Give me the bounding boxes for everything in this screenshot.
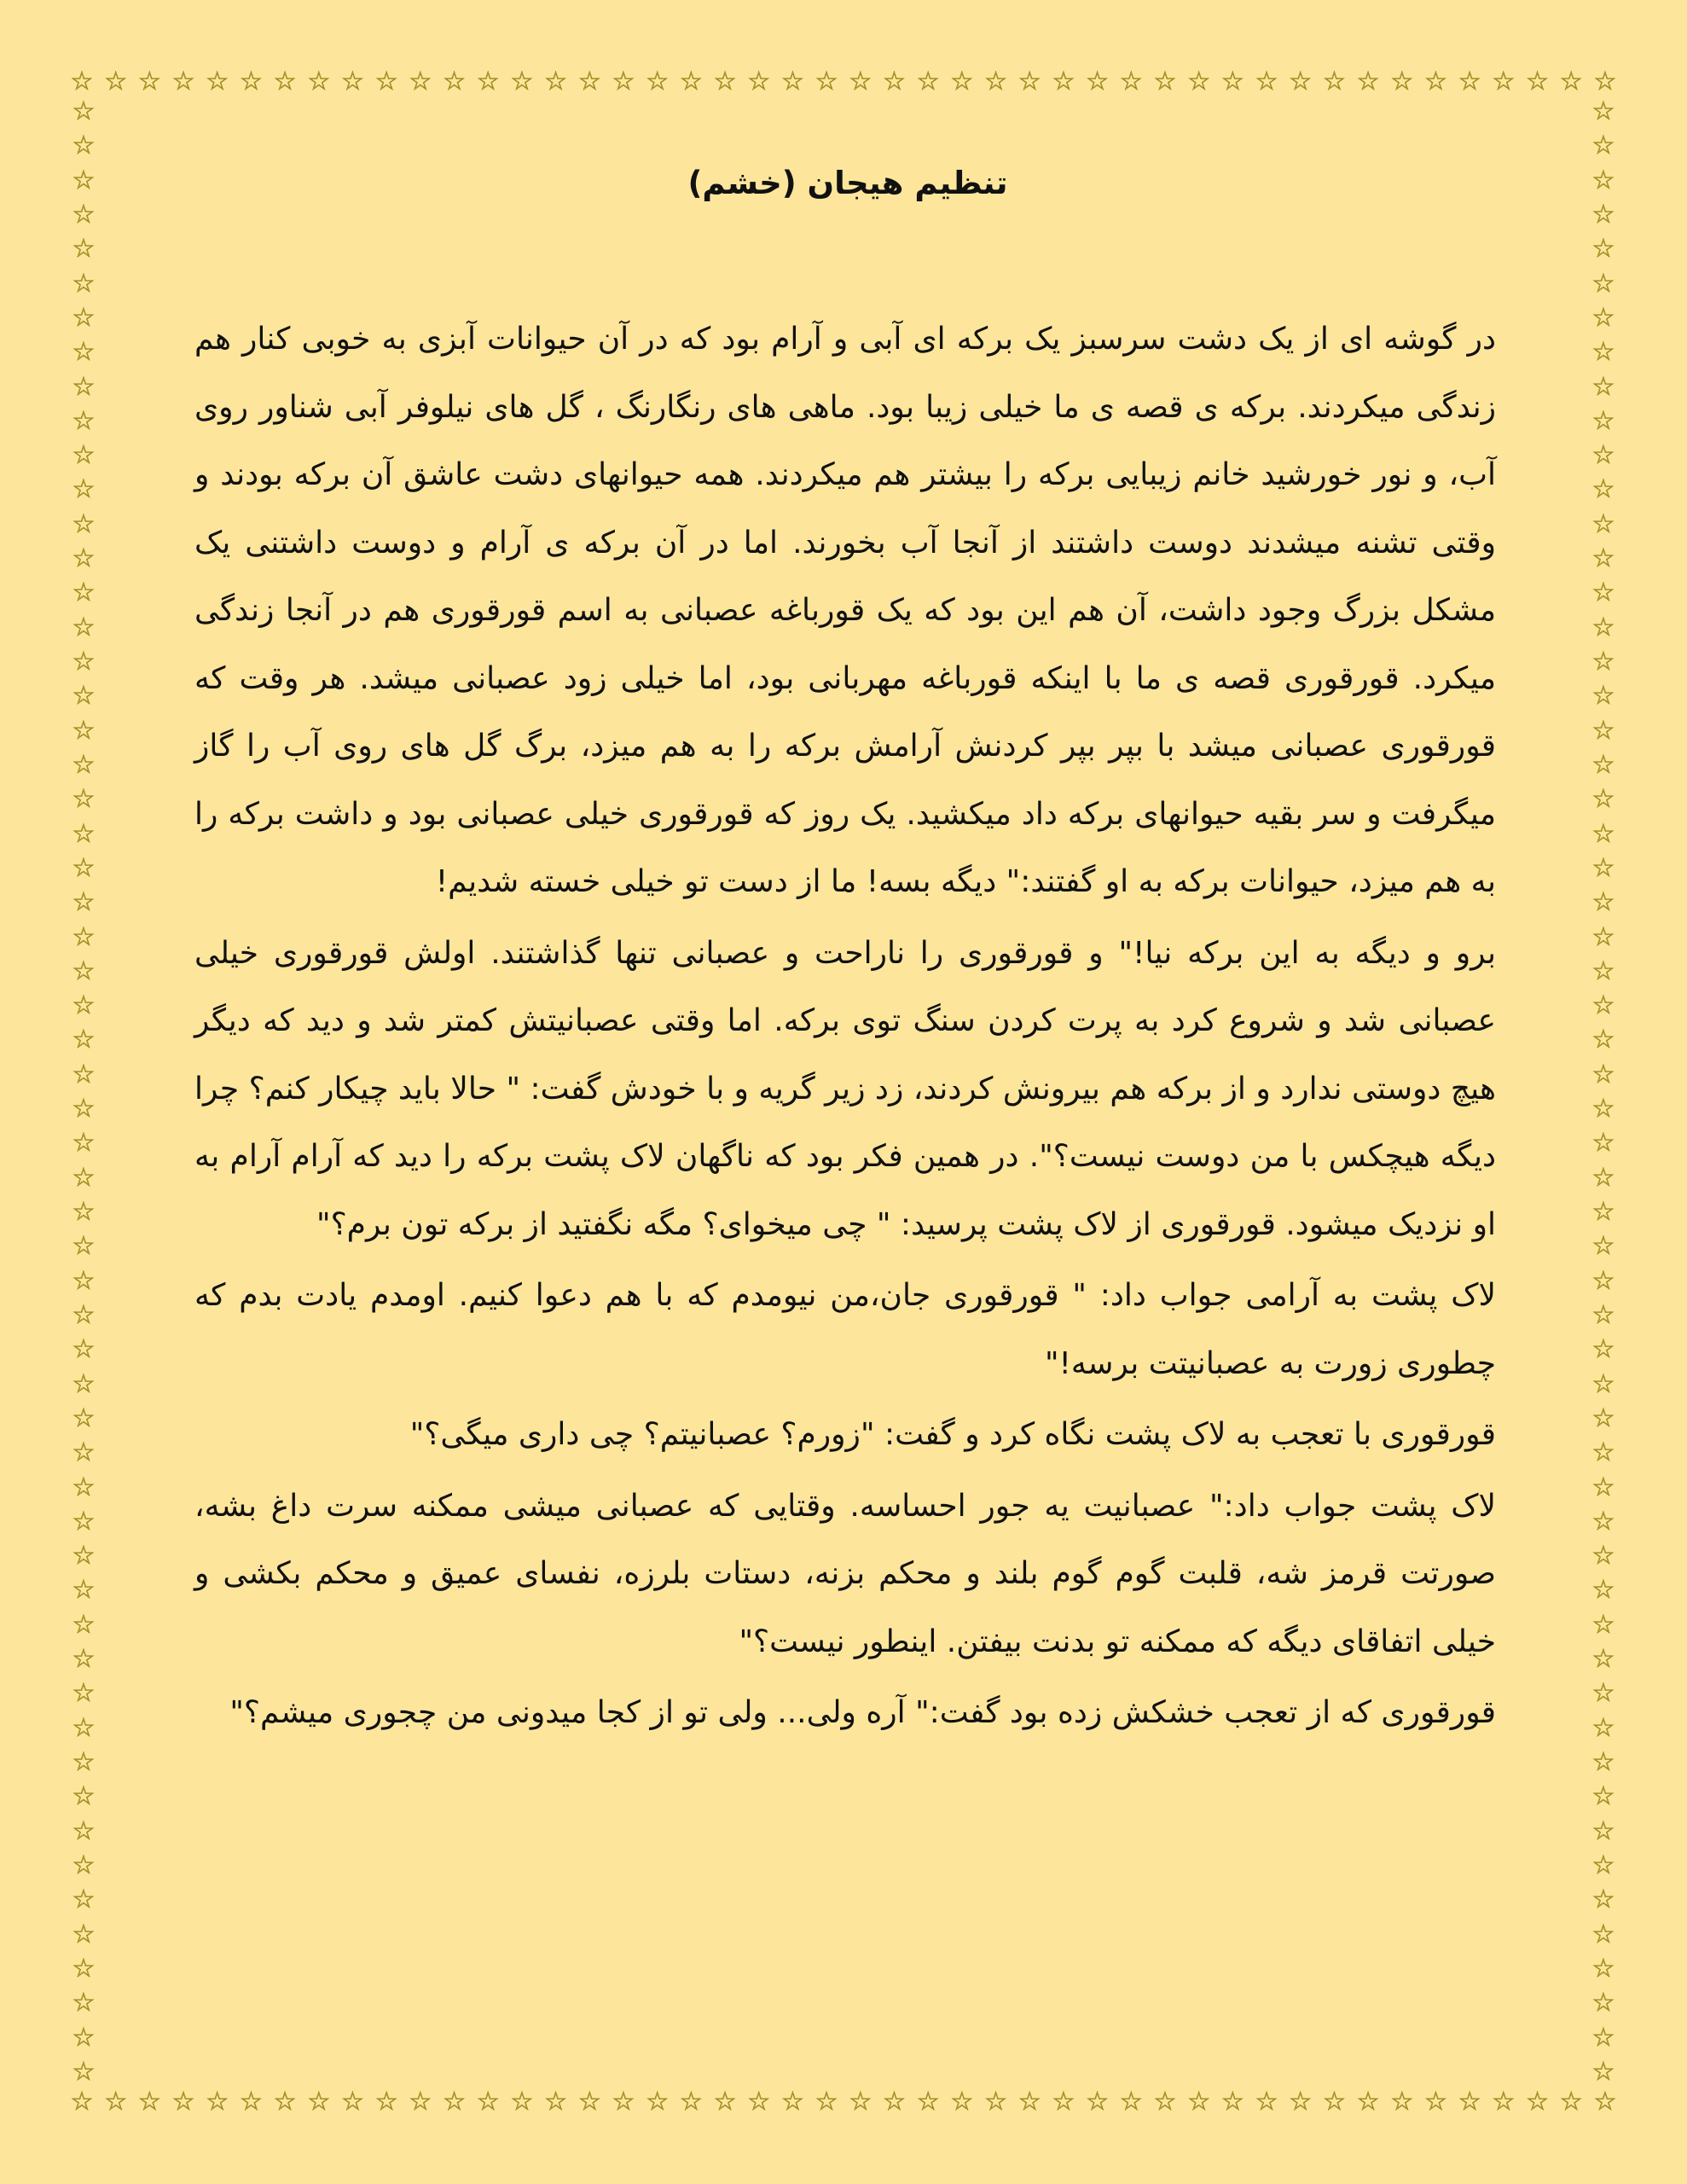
star-icon: ☆ [72,749,96,780]
star-icon: ☆ [72,199,96,229]
star-icon: ☆ [1526,67,1550,96]
star-icon: ☆ [1591,1609,1615,1640]
star-icon: ☆ [1591,956,1615,986]
star-icon: ☆ [1591,268,1615,299]
star-icon: ☆ [72,715,96,746]
star-icon: ☆ [1187,2087,1211,2117]
star-icon: ☆ [72,1815,96,1846]
star-icon: ☆ [72,647,96,677]
star-icon: ☆ [1559,67,1583,96]
star-icon: ☆ [72,96,96,126]
star-icon: ☆ [1591,1231,1615,1262]
star-icon: ☆ [206,67,229,96]
star-icon: ☆ [1591,1885,1615,1915]
star-icon: ☆ [72,1265,96,1296]
star-icon: ☆ [72,1678,96,1709]
star-icon: ☆ [409,2087,432,2117]
star-icon: ☆ [72,337,96,368]
star-icon: ☆ [72,852,96,883]
star-icon: ☆ [1591,1265,1615,1296]
star-icon: ☆ [72,1472,96,1502]
story-body [194,305,1501,1747]
star-icon: ☆ [476,2087,500,2117]
star-icon: ☆ [1591,887,1615,918]
star-icon: ☆ [544,67,568,96]
star-icon: ☆ [72,1299,96,1330]
star-icon: ☆ [72,268,96,299]
star-icon: ☆ [713,67,737,96]
star-icon: ☆ [849,67,872,96]
story-paragraph: در گوشه ای از یک دشت سرسبز یک برکه ای آبی و آرام بود که در آن حیوانات آبزی به خوبی کنار هم زندگی میکردند. برکه ی قصه ی ما خیلی زیبا بود. ماهی های رنگارنگ ، گل های نیلوفر آبی شناور روی آب، و نور خورشید خانم زیبایی برکه را بیشتر هم میکردند. همه حیوانهای دشت عاشق آن برکه بودند و وقتی تشنه میشدند دوست داشتند از آنجا آب بخورند. اما در آن برکه ی آرام و دوست داشتنی یک مشکل بزرگ وجود داشت، آن هم این بود که یک قورباغه عصبانی به اسم قورقوری هم در آنجا زندگی میکرد. قورقوری قصه ی ما با اینکه قورباغه مهربانی بود، اما خیلی زود عصبانی میشد. هر وقت که قورقوری عصبانی میشد با بپر بپر کردنش آرامش برکه را به هم میزد، برگ گل های روی آب را گاز میگرفت و سر بقیه حیوانهای برکه داد میکشید. یک روز که قورقوری خیلی عصبانی بود و داشت برکه را به هم میزد، حیوانات برکه به او گفتند:" دیگه بسه! ما از دست تو خیلی خسته شدیم! [194,322,1496,899]
star-icon: ☆ [72,1988,96,2018]
star-icon: ☆ [1591,1059,1615,1089]
star-icon: ☆ [916,67,940,96]
star-icon: ☆ [1591,199,1615,229]
star-icon: ☆ [72,131,96,161]
star-icon: ☆ [72,2022,96,2053]
star-icon: ☆ [883,67,906,96]
star-icon: ☆ [1322,2087,1346,2117]
star-icon: ☆ [374,67,398,96]
star-icon: ☆ [1591,1403,1615,1433]
star-icon: ☆ [1591,749,1615,780]
star-icon: ☆ [1591,302,1615,333]
star-icon: ☆ [1591,784,1615,815]
star-icon: ☆ [104,2087,128,2117]
star-icon: ☆ [1591,715,1615,746]
star-icon: ☆ [1559,2087,1583,2117]
star-icon: ☆ [72,371,96,402]
star-icon: ☆ [544,2087,568,2117]
star-icon: ☆ [72,1403,96,1433]
star-icon: ☆ [1255,67,1278,96]
star-icon: ☆ [1591,543,1615,574]
star-icon: ☆ [443,67,467,96]
star-icon: ☆ [72,784,96,815]
star-icon: ☆ [1591,681,1615,712]
star-icon: ☆ [1017,2087,1041,2117]
star-icon: ☆ [1289,67,1313,96]
star-icon: ☆ [72,474,96,505]
story-paragraph: قورقوری با تعجب به لاک پشت نگاه کرد و گفت: "زورم؟ عصبانیتم؟ چی داری میگی؟" [409,1417,1496,1452]
star-icon: ☆ [1356,2087,1380,2117]
star-icon: ☆ [780,67,804,96]
star-icon: ☆ [679,2087,703,2117]
star-icon: ☆ [646,2087,670,2117]
star-icon: ☆ [1593,2087,1617,2117]
star-icon: ☆ [72,543,96,574]
star-icon: ☆ [1591,1988,1615,2018]
star-icon: ☆ [815,67,838,96]
star-icon: ☆ [1591,1541,1615,1571]
star-icon: ☆ [72,1025,96,1055]
star-icon: ☆ [72,1231,96,1262]
star-icon: ☆ [1424,2087,1447,2117]
star-icon: ☆ [1591,647,1615,677]
star-icon: ☆ [1591,131,1615,161]
star-icon: ☆ [273,67,297,96]
star-icon: ☆ [849,2087,872,2117]
star-icon: ☆ [612,67,635,96]
star-icon: ☆ [72,681,96,712]
star-icon: ☆ [679,67,703,96]
star-icon: ☆ [72,1953,96,1984]
star-icon: ☆ [1591,371,1615,402]
star-icon: ☆ [1591,1162,1615,1193]
star-icon: ☆ [1591,1712,1615,1743]
star-icon: ☆ [510,2087,534,2117]
star-icon: ☆ [1153,2087,1177,2117]
star-icon: ☆ [239,2087,263,2117]
star-icon: ☆ [950,67,974,96]
star-icon: ☆ [1591,921,1615,952]
star-icon: ☆ [1052,67,1075,96]
star-border-bottom [67,2085,1620,2119]
star-icon: ☆ [1591,1575,1615,1606]
star-icon: ☆ [713,2087,737,2117]
star-icon: ☆ [1591,234,1615,264]
star-icon: ☆ [72,302,96,333]
star-icon: ☆ [206,2087,229,2117]
star-icon: ☆ [72,234,96,264]
star-icon: ☆ [72,1368,96,1399]
star-icon: ☆ [883,2087,906,2117]
star-icon: ☆ [476,67,500,96]
star-icon: ☆ [72,1094,96,1124]
star-icon: ☆ [72,818,96,849]
star-icon: ☆ [1591,612,1615,642]
star-icon: ☆ [916,2087,940,2117]
star-icon: ☆ [1119,67,1143,96]
story-paragraph: قورقوری که از تعجب خشکش زده بود گفت:" آره ولی... ولی تو از کجا میدونی من چجوری میشم؟" [229,1695,1496,1730]
star-icon: ☆ [1591,474,1615,505]
star-icon: ☆ [72,2056,96,2087]
star-icon: ☆ [1591,96,1615,126]
star-icon: ☆ [1591,337,1615,368]
star-icon: ☆ [1492,2087,1516,2117]
star-icon: ☆ [577,2087,601,2117]
star-icon: ☆ [374,2087,398,2117]
page-title: تنظیم هیجان (خشم) [687,165,1008,201]
star-icon: ☆ [443,2087,467,2117]
star-icon: ☆ [72,1541,96,1571]
star-icon: ☆ [1390,2087,1414,2117]
star-icon: ☆ [72,921,96,952]
star-icon: ☆ [646,67,670,96]
star-icon: ☆ [1591,1506,1615,1536]
star-icon: ☆ [1458,2087,1481,2117]
star-icon: ☆ [72,1197,96,1227]
star-icon: ☆ [72,440,96,471]
star-icon: ☆ [1356,67,1380,96]
star-icon: ☆ [1322,67,1346,96]
star-icon: ☆ [1591,440,1615,471]
star-icon: ☆ [72,1438,96,1468]
star-icon: ☆ [1424,67,1447,96]
star-icon: ☆ [137,2087,161,2117]
star-icon: ☆ [612,2087,635,2117]
star-icon: ☆ [72,1850,96,1880]
star-icon: ☆ [171,67,195,96]
star-icon: ☆ [510,67,534,96]
star-icon: ☆ [1153,67,1177,96]
star-icon: ☆ [747,2087,771,2117]
star-icon: ☆ [1591,1644,1615,1675]
star-icon: ☆ [1591,990,1615,1021]
star-icon: ☆ [1591,1919,1615,1949]
star-icon: ☆ [1526,2087,1550,2117]
star-icon: ☆ [307,2087,331,2117]
star-icon: ☆ [747,67,771,96]
star-icon: ☆ [1119,2087,1143,2117]
star-icon: ☆ [72,165,96,195]
star-icon: ☆ [1591,508,1615,539]
star-icon: ☆ [72,1575,96,1606]
star-icon: ☆ [70,67,94,96]
star-icon: ☆ [1591,1128,1615,1159]
star-icon: ☆ [171,2087,195,2117]
star-icon: ☆ [1591,578,1615,608]
star-icon: ☆ [1591,1299,1615,1330]
star-border-left [67,96,101,2087]
star-icon: ☆ [577,67,601,96]
star-icon: ☆ [1220,67,1244,96]
star-icon: ☆ [72,1059,96,1089]
story-paragraph: لاک پشت جواب داد:" عصبانیت یه جور احساسه. وقتایی که عصبانی میشی ممکنه سرت داغ بشه، صورتت قرمز شه، قلبت گوم گوم بلند و محکم بزنه، دستات بلرزه، نفسای عمیق و محکم بکشی و خیلی اتفاقای دیگه که ممکنه تو بدنت بیفتن. اینطور نیست؟" [194,1488,1496,1659]
star-icon: ☆ [72,1885,96,1915]
star-icon: ☆ [1017,67,1041,96]
star-icon: ☆ [1591,1850,1615,1880]
star-icon: ☆ [950,2087,974,2117]
star-icon: ☆ [72,887,96,918]
star-icon: ☆ [1591,1953,1615,1984]
star-icon: ☆ [1591,1094,1615,1124]
star-border-right [1586,96,1620,2087]
star-icon: ☆ [72,1609,96,1640]
star-icon: ☆ [1591,165,1615,195]
star-icon: ☆ [1458,67,1481,96]
star-icon: ☆ [1086,2087,1110,2117]
star-icon: ☆ [780,2087,804,2117]
star-icon: ☆ [1220,2087,1244,2117]
star-icon: ☆ [1591,2056,1615,2087]
star-icon: ☆ [1591,818,1615,849]
star-icon: ☆ [72,956,96,986]
star-icon: ☆ [1591,1781,1615,1812]
star-icon: ☆ [104,67,128,96]
star-icon: ☆ [70,2087,94,2117]
star-icon: ☆ [307,67,331,96]
star-icon: ☆ [1591,852,1615,883]
star-icon: ☆ [984,2087,1008,2117]
star-icon: ☆ [1591,1815,1615,1846]
star-icon: ☆ [1591,1025,1615,1055]
star-icon: ☆ [1086,67,1110,96]
star-icon: ☆ [1289,2087,1313,2117]
star-icon: ☆ [137,67,161,96]
star-icon: ☆ [72,1128,96,1159]
star-icon: ☆ [1591,1334,1615,1365]
star-icon: ☆ [341,2087,364,2117]
star-icon: ☆ [1591,405,1615,436]
star-icon: ☆ [341,67,364,96]
star-icon: ☆ [1390,67,1414,96]
star-icon: ☆ [72,405,96,436]
star-icon: ☆ [1591,2022,1615,2053]
star-icon: ☆ [1492,67,1516,96]
star-icon: ☆ [72,508,96,539]
star-icon: ☆ [1591,1438,1615,1468]
star-icon: ☆ [1591,1747,1615,1777]
star-icon: ☆ [72,1162,96,1193]
star-icon: ☆ [72,1781,96,1812]
star-icon: ☆ [72,1334,96,1365]
document-page [194,154,1501,1751]
star-icon: ☆ [72,1747,96,1777]
star-icon: ☆ [1591,1197,1615,1227]
star-icon: ☆ [1591,1472,1615,1502]
star-icon: ☆ [1255,2087,1278,2117]
story-paragraph: لاک پشت به آرامی جواب داد: " قورقوری جان،من نیومدم که با هم دعوا کنیم. اومدم یادت بدم که چطوری زورت به عصبانیتت برسه!" [194,1278,1496,1381]
star-icon: ☆ [72,578,96,608]
star-icon: ☆ [72,1506,96,1536]
star-icon: ☆ [72,990,96,1021]
star-icon: ☆ [984,67,1008,96]
star-icon: ☆ [1052,2087,1075,2117]
star-icon: ☆ [239,67,263,96]
star-icon: ☆ [72,1644,96,1675]
star-icon: ☆ [72,612,96,642]
star-icon: ☆ [815,2087,838,2117]
story-paragraph: برو و دیگه به این برکه نیا!" و قورقوری را ناراحت و عصبانی تنها گذاشتند. اولش قورقوری خیلی عصبانی شد و شروع کرد به پرت کردن سنگ توی برکه. اما وقتی عصبانیتش کمتر شد و دید که دیگر هیچ دوستی ندارد و از برکه هم بیرونش کردند، زد زیر گریه و با خودش گفت: " حالا باید چیکار کنم؟ چرا دیگه هیچکس با من دوست نیست؟". در همین فکر بود که ناگهان لاک پشت برکه را دید که آرام آرام به او نزدیک میشود. قورقوری از لاک پشت پرسید: " چی میخوای؟ مگه نگفتید از برکه تون برم؟" [194,935,1496,1242]
star-icon: ☆ [72,1712,96,1743]
star-icon: ☆ [1591,1678,1615,1709]
star-icon: ☆ [1591,1368,1615,1399]
star-border-top [67,65,1620,99]
star-icon: ☆ [1593,67,1617,96]
star-icon: ☆ [273,2087,297,2117]
star-icon: ☆ [72,1919,96,1949]
star-icon: ☆ [409,67,432,96]
star-icon: ☆ [1187,67,1211,96]
